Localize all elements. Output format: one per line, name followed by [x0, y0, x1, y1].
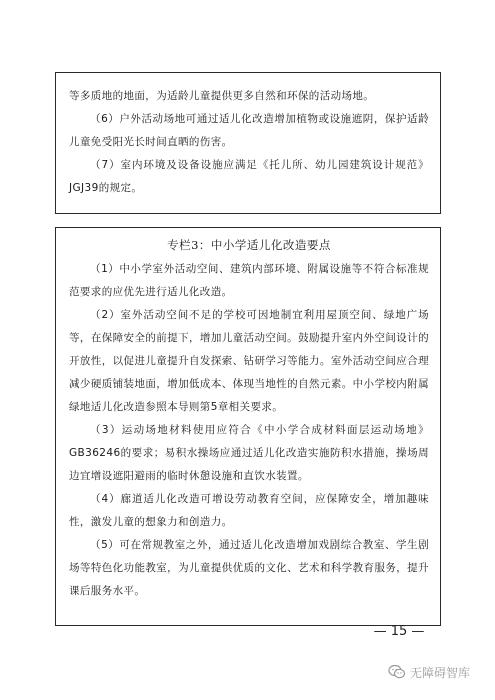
box-title: 专栏3：中小学适儿化改造要点	[167, 238, 331, 252]
paragraph-item-6: （6）户外活动场地可通过适儿化改造增加植物或设施遮阴，保护适龄儿童免受阳光长时间直晒的伤害。	[69, 113, 429, 148]
paragraph-item-5: （5）可在常规教室之外，通过适儿化改造增加戏剧综合教室、学生剧场等特色化功能教室，为儿童提供优质的文化、艺术和科学教育服务，提升课后服务水平。	[69, 539, 429, 597]
text-box-column-3	[55, 227, 441, 626]
paragraph-item-7: （7）室内环境及设备设施应满足《托儿所、幼儿园建筑设计规范》JGJ39的规定。	[69, 159, 429, 194]
paragraph-item-1: （1）中小学室外活动空间、建筑内部环境、附属设施等不符合标准规范要求的应优先进行适儿化改造。	[69, 263, 429, 298]
watermark	[388, 660, 470, 684]
page-number: — 15 —	[373, 624, 425, 639]
paragraph-continued: 等多质地的地面，为适龄儿童提供更多自然和环保的活动场地。	[69, 90, 375, 102]
text-box-continued	[55, 72, 441, 214]
watermark-text: 无障碍智库	[410, 665, 471, 680]
paragraph-item-3: （3）运动场地材料使用应符合《中小学合成材料面层运动场地》GB36246的要求；易积水操场应通过适儿化改造实施防积水措施，操场周边宜增设遮阳避雨的临时休憩设施和直饮水装置。	[69, 424, 429, 482]
wechat-icon	[388, 664, 406, 680]
paragraph-item-2: （2）室外活动空间不足的学校可因地制宜利用屋顶空间、绿地广场等，在保障安全的前提下，增加儿童活动空间。鼓励提升室内外空间设计的开放性，以促进儿童提升自发探索、钻研学习等能力。室外活动空间应合理减少硬质铺装地面，增加低成本、体现当地性的自然元素。中小学校内附属绿地适儿化改造参照本导则第5章相关要求。	[69, 309, 429, 413]
paragraph-item-4: （4）廊道适儿化改造可增设劳动教育空间，应保障安全，增加趣味性，激发儿童的想象力和创造力。	[69, 493, 429, 528]
